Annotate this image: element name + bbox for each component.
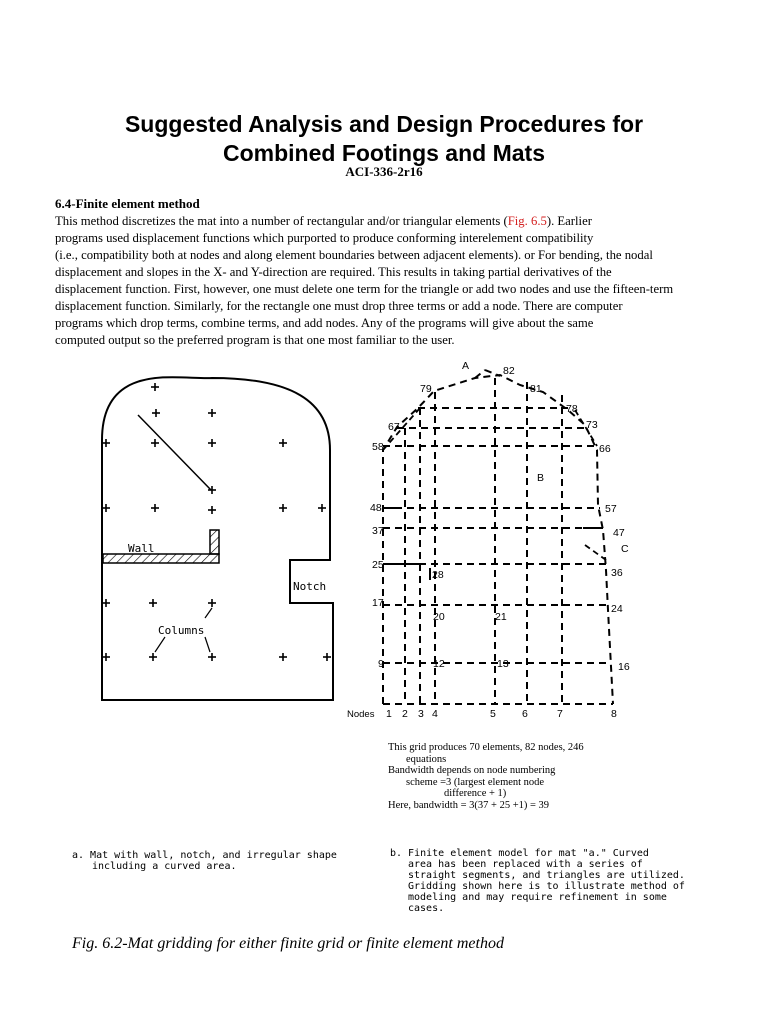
figure-caption: Fig. 6.2-Mat gridding for either finite grid or finite element method	[72, 935, 504, 952]
column-mark	[208, 506, 216, 514]
section-heading: 6.4-Finite element method	[55, 196, 200, 211]
title-line-2: Combined Footings and Mats	[223, 140, 545, 166]
node-47: 47	[613, 527, 625, 539]
node-36: 36	[611, 567, 623, 579]
notch-label: Notch	[293, 580, 327, 593]
caption-a-line: including a curved area.	[92, 861, 237, 872]
bottom-node-3: 3	[418, 708, 424, 720]
text-run: ). Earlier	[546, 214, 592, 228]
caption-b-line: cases.	[408, 903, 445, 914]
node-12: 12	[433, 658, 445, 670]
label-B: B	[537, 472, 545, 484]
paragraph-line: displacement function. Similarly, for the rectangle one must drop three terms or add a node. There are computer	[55, 299, 623, 313]
column-mark	[208, 599, 216, 607]
caption-b-line: area has been replaced with a series of	[408, 859, 643, 870]
caption-b-line: modeling and may require refinement in some	[408, 892, 667, 903]
fe-grid-solid	[383, 508, 603, 580]
paragraph-line: displacement and slopes in the X- and Y-direction are required. This results in taking partial derivatives of the	[55, 265, 612, 279]
node-73: 73	[586, 419, 598, 431]
node-81: 81	[530, 383, 542, 395]
grid-note-line: Bandwidth depends on node numbering	[388, 765, 556, 776]
bottom-node-8: 8	[611, 708, 617, 720]
grid-notes	[388, 742, 584, 811]
grid-note-line: equations	[406, 753, 447, 765]
bottom-node-4: 4	[432, 708, 438, 720]
column-mark	[208, 409, 216, 417]
paragraph-line: programs used displacement functions which purported to produce conforming interelement compatibility	[55, 231, 594, 245]
caption-b-line: b. Finite element model for mat "a." Curved	[390, 848, 649, 859]
column-mark	[279, 653, 287, 661]
grid-note-line: Here, bandwidth = 3(37 + 25 +1) = 39	[388, 799, 550, 811]
caption-b	[390, 848, 685, 914]
bottom-node-2: 2	[402, 708, 408, 720]
column-marks	[102, 383, 331, 661]
column-mark	[151, 383, 159, 391]
bottom-node-7: 7	[557, 708, 563, 720]
node-57: 57	[605, 503, 617, 515]
node-67: 67	[388, 421, 400, 433]
label-C: C	[621, 543, 629, 555]
grid-note-line: scheme =3 (largest element node	[406, 776, 545, 788]
node-25: 25	[372, 559, 384, 571]
column-mark	[102, 504, 110, 512]
caption-b-line: straight segments, and triangles are utilized.	[408, 870, 685, 881]
node-24: 24	[611, 603, 623, 615]
column-mark	[279, 504, 287, 512]
column-mark	[208, 439, 216, 447]
node-16: 16	[618, 661, 630, 673]
nodes-row-label: Nodes	[347, 709, 375, 720]
caption-a-line: a. Mat with wall, notch, and irregular shape	[72, 850, 337, 861]
wall-label: Wall	[128, 542, 155, 555]
paragraph-line: (i.e., compatibility both at nodes and along element boundaries between adjacent elements). or For bending, the nodal	[55, 248, 653, 262]
caption-b-line: Gridding shown here is to illustrate method of	[408, 881, 685, 892]
column-mark	[102, 599, 110, 607]
label-A: A	[462, 360, 470, 372]
node-79: 79	[420, 383, 432, 395]
grid-note-line: difference + 1)	[444, 788, 507, 799]
document-code: ACI-336-2r16	[345, 164, 423, 179]
columns-label: Columns	[158, 624, 205, 637]
triangle-edge	[138, 415, 211, 490]
text-run: This method discretizes the mat into a number of rectangular and/or triangular elements (	[55, 214, 508, 228]
node-13: 13	[497, 658, 509, 670]
column-mark	[318, 504, 326, 512]
column-mark	[149, 599, 157, 607]
column-mark	[149, 653, 157, 661]
node-17: 17	[372, 597, 384, 609]
bottom-node-6: 6	[522, 708, 528, 720]
node-20: 20	[433, 611, 445, 623]
node-48: 48	[370, 502, 382, 514]
column-mark	[151, 439, 159, 447]
node-37: 37	[372, 525, 384, 537]
node-28: 28	[432, 569, 444, 581]
column-mark	[102, 439, 110, 447]
grid-note-line: This grid produces 70 elements, 82 nodes, 246	[388, 742, 584, 753]
node-58: 58	[372, 441, 384, 453]
bottom-node-1: 1	[386, 708, 392, 720]
paragraph-line: programs which drop terms, combine terms, and add nodes. Any of the programs will give about the same	[55, 316, 594, 330]
column-mark	[323, 653, 331, 661]
bottom-node-5: 5	[490, 708, 496, 720]
column-mark	[151, 504, 159, 512]
node-21: 21	[495, 611, 507, 623]
caption-a	[72, 850, 337, 872]
paragraph-line: displacement function. First, however, one must delete one term for the triangle or add two nodes and use the fifteen-term	[55, 282, 674, 296]
paragraph-line: computed output so the preferred program is that one most familiar to the user.	[55, 333, 455, 347]
node-82: 82	[503, 365, 515, 377]
wall	[103, 530, 219, 563]
column-mark	[208, 653, 216, 661]
figure-link[interactable]: Fig. 6.5	[507, 214, 547, 228]
node-78: 78	[566, 403, 578, 415]
column-mark	[279, 439, 287, 447]
fe-grid	[383, 370, 613, 704]
node-66: 66	[599, 443, 611, 455]
column-mark	[152, 409, 160, 417]
title-line-1: Suggested Analysis and Design Procedures for	[124, 111, 644, 137]
column-mark	[102, 653, 110, 661]
node-9: 9	[378, 658, 384, 670]
